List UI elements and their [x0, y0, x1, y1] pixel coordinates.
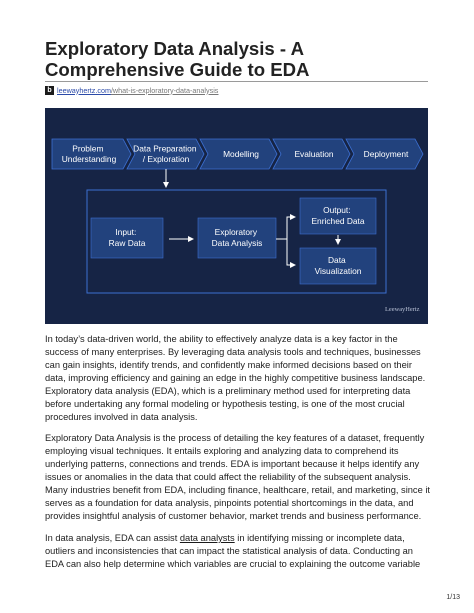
visualization-label: Data Visualization	[314, 255, 362, 276]
paragraph-eda-definition: Exploratory Data Analysis is the process of detailing the key features of a dataset, frequently employing visual techniques. It entails exploring and analyzing data to comprehend its underlying patterns, connections and trends. EDA is important because it helps identify any issues or anomalies in the data that could affect the reliability of the subsequent analysis. Many industries benefit from EDA, including finance, healthcare, retail, and marketing, since it serves as a foundation for data analysis, pinpoints potential shortcomings in the data, and provides insightful analysis of customer behavior, market trends and business performance.	[45, 433, 430, 522]
page-title: Exploratory Data Analysis - A Comprehensive Guide to EDA	[45, 38, 310, 80]
pipeline-stages	[52, 139, 423, 169]
paragraph-intro: In today’s data-driven world, the ability to effectively analyze data is a key factor in the success of many enterprises. By leveraging data analysis tools and techniques, businesses can gain insights, identify trends, and confidently make informed decisions based on their data, improving efficiency and gaining an edge in the highly competitive business landscape. Exploratory data analysis (EDA), which is a preliminary method used for interpreting data before undertaking any formal modeling or hypothesis testing, is one of the most crucial procedures involved in data analysis.	[45, 334, 426, 423]
paragraph-text-end: in identifying missing or incomplete data, outliers and inconsistencies that can impact the statistical analysis of data. Conducting an EDA can also help determine which variables are crucial to explaining the outcome variable	[45, 533, 421, 570]
source-path: /what-is-exploratory-data-analysis	[110, 85, 219, 95]
stage-label-evaluation: Evaluation	[294, 149, 334, 159]
stage-label-modelling: Modelling	[223, 149, 259, 159]
leewayhertz-watermark: LeewayHertz	[385, 306, 420, 313]
site-favicon-icon: b	[45, 86, 54, 95]
input-label: Input: Raw Data	[108, 227, 146, 248]
eda-to-visualization-arrow	[287, 239, 295, 265]
paragraph-text-start: In data analysis, EDA can assist	[45, 533, 180, 543]
output-label: Output: Enriched Data	[311, 205, 365, 226]
data-analysts-link[interactable]: data analysts	[179, 533, 235, 543]
source-line	[45, 84, 218, 96]
stage-label-deployment: Deployment	[363, 149, 409, 159]
eda-to-output-arrow	[276, 217, 295, 239]
eda-process-label: Exploratory Data Analysis	[211, 227, 263, 248]
title-divider	[45, 81, 428, 82]
eda-diagram	[45, 108, 428, 324]
paragraph-eda-in-analysis	[45, 532, 431, 571]
stage-label-data-preparation: Data Preparation / Exploration	[133, 143, 197, 164]
source-domain: leewayhertz.com	[57, 85, 111, 95]
page-number: 1/13	[446, 594, 460, 601]
source-link[interactable]	[57, 86, 218, 95]
stage-label-problem-understanding: Problem Understanding	[61, 143, 117, 164]
